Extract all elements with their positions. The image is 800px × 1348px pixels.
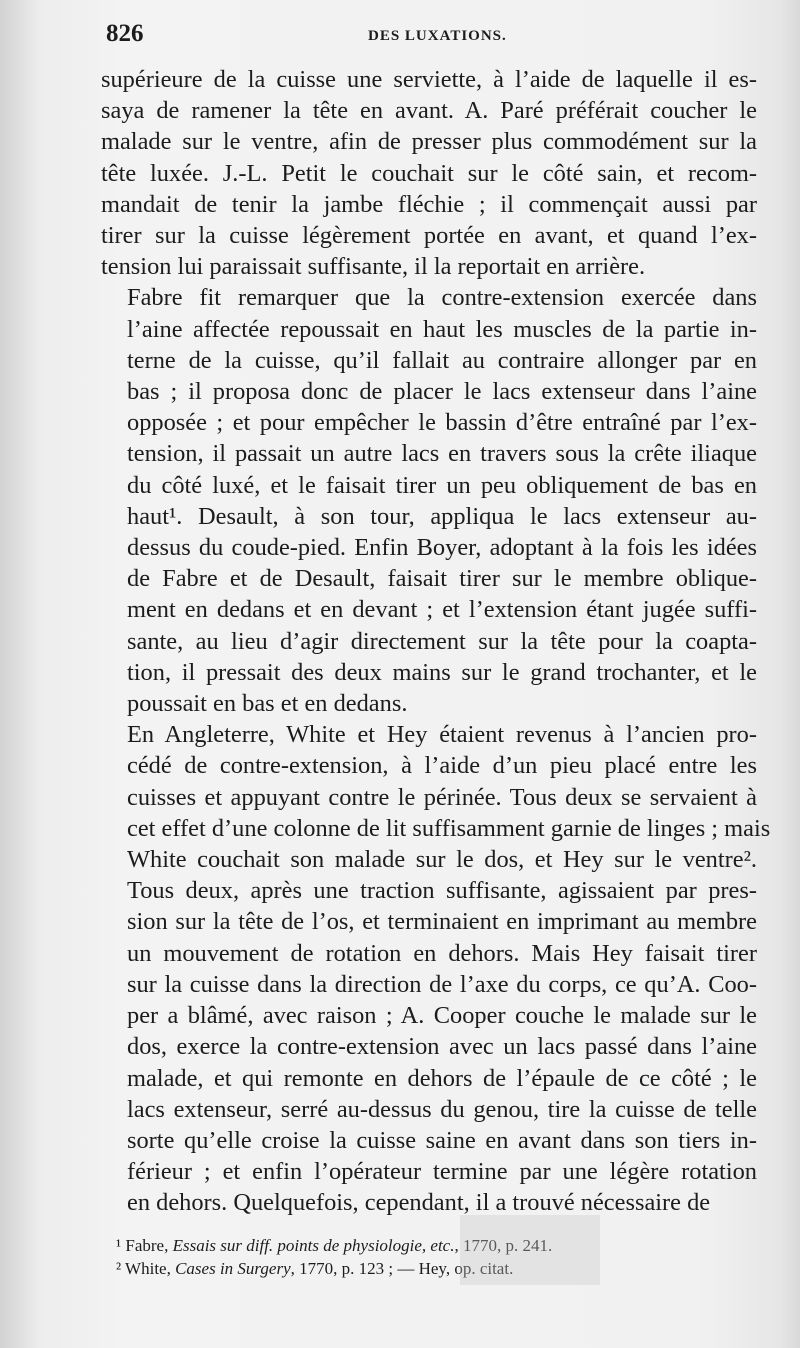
text-line: En Angleterre, White et Hey étaient revenus à l’ancien pro- [127, 721, 757, 749]
text-line: poussait en bas et en dedans. [127, 690, 408, 718]
footnote [116, 1234, 736, 1257]
text-line: l’aine affectée repoussait en haut les muscles de la partie in- [127, 315, 757, 343]
text-line: haut¹. Desault, à son tour, appliqua le lacs extenseur au- [127, 502, 757, 530]
body-text [101, 64, 771, 1219]
text-line: sorte qu’elle croise la cuisse saine en avant dans son tiers in- [127, 1126, 757, 1154]
text-line: per a blâmé, avec raison ; A. Cooper couche le malade sur le [127, 1002, 757, 1030]
footnote-author: Fabre, [125, 1236, 173, 1255]
text-line: malade sur le ventre, afin de presser plus commodément sur la [101, 128, 757, 156]
text-line: White couchait son malade sur le dos, et Hey sur le ventre². [127, 846, 757, 874]
text-line: du côté luxé, et le faisait tirer un peu obliquement de bas en [127, 471, 757, 499]
text-line: cédé de contre-extension, à l’aide d’un pieu placé entre les [127, 752, 757, 780]
text-line: dessus du coude-pied. Enfin Boyer, adoptant à la fois les idées [127, 534, 757, 562]
text-line: malade, et qui remonte en dehors de l’épaule de ce côté ; le [127, 1064, 757, 1092]
text-line: tirer sur la cuisse légèrement portée en avant, et quand l’ex- [101, 222, 757, 250]
text-line: saya de ramener la tête en avant. A. Paré préférait coucher le [101, 97, 757, 125]
text-line: Fabre fit remarquer que la contre-extension exercée dans [127, 284, 757, 312]
text-line: mandait de tenir la jambe fléchie ; il commençait aussi par [101, 190, 757, 218]
text-line: en dehors. Quelquefois, cependant, il a trouvé nécessaire de [127, 1189, 711, 1217]
text-line: cuisses et appuyant contre le périnée. Tous deux se servaient à [127, 783, 757, 811]
text-line: férieur ; et enfin l’opérateur termine par une légère rotation [127, 1158, 757, 1186]
text-line: sion sur la tête de l’os, et terminaient en imprimant au membre [127, 908, 757, 936]
footnotes [116, 1234, 736, 1280]
text-line: sur la cuisse dans la direction de l’axe du corps, ce qu’A. Coo- [127, 970, 757, 998]
text-line: cet effet d’une colonne de lit suffisamment garnie de linges ; mais [127, 814, 771, 842]
text-line: tion, il pressait des deux mains sur le grand trochanter, et le [127, 658, 757, 686]
text-line: Tous deux, après une traction suffisante, agissaient par pres- [127, 877, 757, 905]
text-line: ment en dedans et en devant ; et l’extension étant jugée suffi- [127, 596, 757, 624]
footnote-title: Essais sur diff. points de physiologie, etc. [172, 1236, 455, 1255]
footnote-citation: , 1770, p. 123 ; — Hey, op. citat. [290, 1259, 514, 1278]
text-line: supérieure de la cuisse une serviette, à l’aide de laquelle il es- [101, 66, 757, 93]
footnote-marker: ² [116, 1259, 126, 1278]
footnote [116, 1257, 736, 1280]
running-head: DES LUXATIONS. [368, 28, 507, 44]
text-line: tension lui paraissait suffisante, il la reportait en arrière. [101, 253, 646, 281]
page-header [106, 18, 756, 54]
text-line: sante, au lieu d’agir directement sur la tête pour la coapta- [127, 627, 757, 655]
text-line: tension, il passait un autre lacs en travers sous la crête iliaque [127, 440, 757, 468]
footnote-marker: ¹ [116, 1236, 126, 1255]
text-line: un mouvement de rotation en dehors. Mais Hey faisait tirer [127, 939, 757, 967]
text-line: bas ; il proposa donc de placer le lacs extenseur dans l’aine [127, 378, 757, 406]
footnote-author: White, [125, 1259, 176, 1278]
page-number: 826 [106, 20, 144, 47]
text-line: lacs extenseur, serré au-dessus du genou, tire la cuisse de telle [127, 1095, 757, 1123]
paragraph [101, 719, 771, 1218]
footnote-citation: , 1770, p. 241. [454, 1236, 553, 1255]
text-line: dos, exerce la contre-extension avec un lacs passé dans l’aine [127, 1033, 757, 1061]
paragraph [101, 64, 757, 282]
text-line: de Fabre et de Desault, faisait tirer sur le membre oblique- [127, 565, 757, 593]
footnote-title: Cases in Surgery [175, 1259, 291, 1278]
text-line: terne de la cuisse, qu’il fallait au contraire allonger par en [127, 346, 757, 374]
text-line: opposée ; et pour empêcher le bassin d’être entraîné par l’ex- [127, 409, 757, 437]
paragraph [101, 282, 757, 719]
text-line: tête luxée. J.-L. Petit le couchait sur le côté sain, et recom- [101, 159, 757, 187]
